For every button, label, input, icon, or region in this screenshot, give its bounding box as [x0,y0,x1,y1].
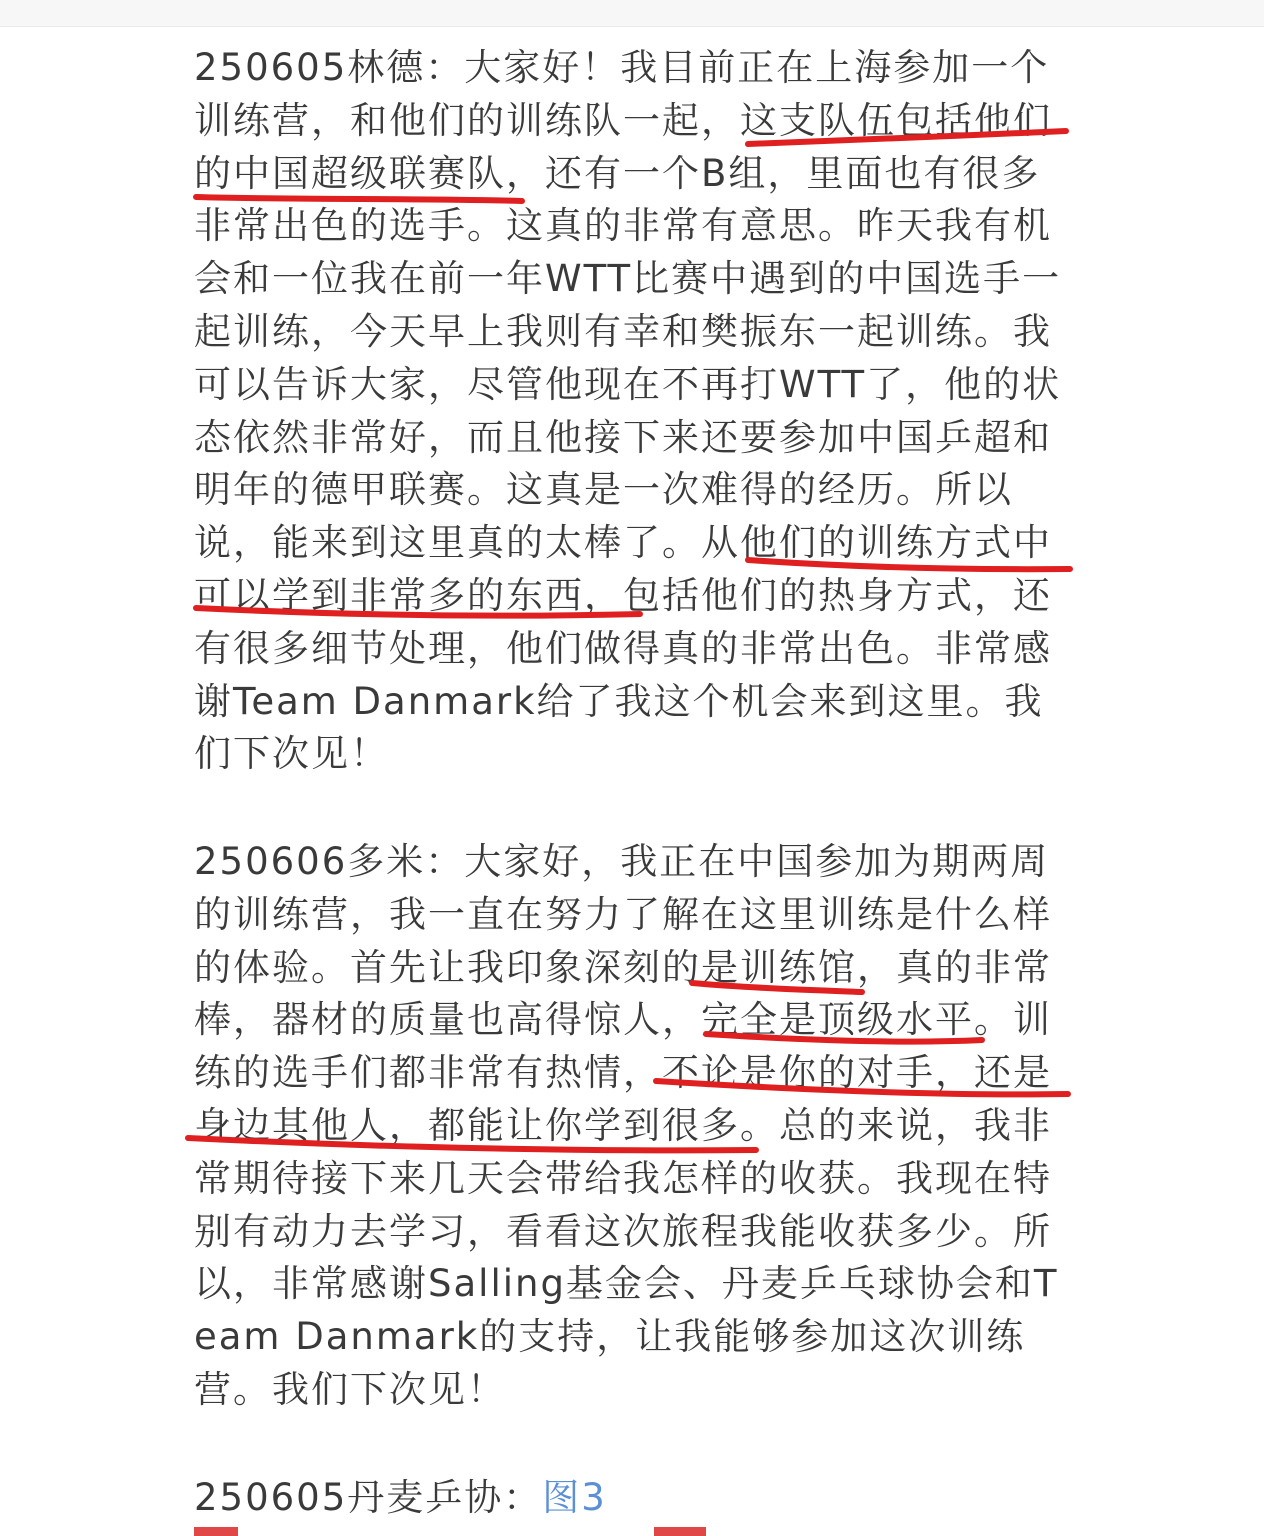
post-text: 250605丹麦乒协： [194,1476,543,1519]
post-text: 250606多米：大家好，我正在中国参加为期两周的训练营，我一直在努力了解在这里训练是什么样的体验。首先让我印象深刻的 [194,840,1052,989]
post-text: ，包括他们的热身方式，还有很多细节处理，他们做得真的非常出色。非常感谢Team Danmark给了我这个机会来到这里。我们下次见！ [194,573,1052,776]
cropped-red-mark [194,1527,238,1536]
post-text: 。总的来说，我非常期待接下来几天会带给我怎样的收获。我现在特别有动力去学习，看看这次旅程我能收获多少。所以，非常感谢Salling基金会、丹麦乒乓球协会和Team Danmark的支持，让我能够参加这次训练营。我们下次见！ [194,1103,1059,1411]
highlighted-text: 这支队伍包括他们的中国超级联赛队 [194,98,1052,195]
post-text: 。训练的选手们都非常有热情， [194,998,1052,1095]
highlighted-text: 从他们的训练方式中可以学到非常多的东西 [194,521,1052,617]
cropped-red-mark [654,1527,706,1536]
cropped-next-line [194,1527,1074,1536]
top-divider [0,0,1264,27]
post-lin-de [194,42,1074,781]
highlighted-text: 不论是你的对手，还是身边其他人，都能让你学到很多 [194,1051,1052,1147]
image-link[interactable]: 图3 [542,1476,607,1519]
highlighted-text: 是训练馆 [701,945,857,989]
post-duo-mi [194,836,1074,1417]
post-text: ，真的非常棒，器材的质量也高得惊人， [194,945,1052,1042]
highlighted-text: 完全是顶级水平 [701,998,974,1042]
post-text: ，还有一个B组，里面也有很多非常出色的选手。这真的非常有意思。昨天我有机会和一位我在前一年WTT比赛中遇到的中国选手一起训练，今天早上我则有幸和樊振东一起训练。我可以告诉大家，尽管他现在不再打WTT了，他的状态依然非常好，而且他接下来还要参加中国乒超和明年的德甲联赛。这真是一次难得的经历。所以说，能来到这里真的太棒了。 [194,151,1062,565]
post-danish-tt-association [194,1472,1074,1525]
post-text: 250605林德：大家好！我目前正在上海参加一个训练营，和他们的训练队一起， [194,46,1050,142]
